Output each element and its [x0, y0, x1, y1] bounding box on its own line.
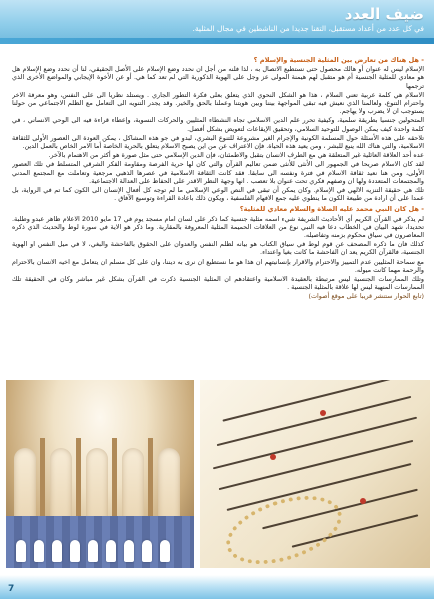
- article-paragraph: كذلك فان ما ذكره المصحف عن قوم لوط في سياق الكتاب هو بيانه لظلم النفس والعدوان على الحقوق بالفاحشة والبغي، لا في ميل النفس او الهوية الجنسية، فالقرآن الكريم يعد ان الفاحشة ما كانت بغيا واعتداء.: [12, 240, 424, 257]
- verse-marker-icon: [320, 410, 326, 416]
- worshipper-figure: [34, 540, 44, 562]
- article-paragraph: المتحولين جنسيا بطريقة سلمية، وكيفية تحرر علم الدين الاسلامي تجاه النشطاء المثليين والحركات النسوية، وإعطاء قراءة فيه الى الوحي الانساني ، في كلمة واحدة كيف يمكن الوصول للتوحيد السلامي، وتحقيق الإيقاعات لتعويض بشكل أفضل.: [12, 116, 424, 133]
- question-heading: - هل كان النبي محمد عليه الصلاة والسلام معادي للمثلية؟: [239, 205, 424, 214]
- calligraphy-line: [213, 417, 417, 470]
- calligraphy-line: [222, 380, 397, 422]
- page-footer: [0, 575, 434, 599]
- quran-page-photo: [200, 380, 430, 568]
- article-body: [12, 56, 424, 372]
- article-paragraph: وتلك الممارسات الجنسية ليس مرتبطة بالعقيدة الاسلامية واعتقادهم ان المثلية الجنسية ذكرت في القرآن بشكل غير مباشر وكان في الحقيقة تلك الممارسات المنهية ليس لها علاقة بالمثلية الجنسية .: [12, 275, 424, 292]
- mosque-interior-photo: [6, 380, 194, 568]
- worshipper-figure: [52, 540, 62, 562]
- worshippers-group: [6, 528, 194, 562]
- article-paragraph: تلك هي حقيقة التنزيه الالهي في الإسلام. وكان يمكن أن تبقى في النص الوعي الإسلامي ما لم توجه كل أفعال الإنسان الى الكون كما تم في الرواية، بل عمدا على أن ارادة من طبيعة الكون ما ينطوي عليه جمع الافهام الفلسفية ، ويكون ذلك باعادة القراءة وتوسيع الآفاق .: [12, 186, 424, 203]
- worshipper-figure: [160, 540, 170, 562]
- worshipper-figure: [124, 540, 134, 562]
- article-paragraph: لقد كان الاسلام صريحا في الجمهور الى الأنثى للأنثى ضمن تعاليم القرآن والتي كان لها حرية الفرصة ومقاومة الفكر الشرقي المتسلط في تلك العصور الأولى، ومن هنا نعيد ثقافة الاسلام في فترة ونفسه الى سابقا. فقد كانت الثقافة الاسلامية في عصرها الذهبي مرجعية وتعاملت مع المجتمع المدني والمجتمعات المتعددة ولها ان وصفهم فكري تحت عنوان بلا تعصب . انها وجهة النظر الاقدر على الحفاظ على العدالة الاجتماعية.: [12, 160, 424, 185]
- article-paragraph: مع سماحة المثليين عدم التمييز والاحترام والاقرار بإنسانيتهم ان هذا هو ما نستطيع ان نرى به ديننا، وان على كل مسلم ان يتعامل مع اخيه الانسان بالاحترام والرحمة مهما كانت ميوله.: [12, 257, 424, 274]
- worshipper-figure: [16, 540, 26, 562]
- article-paragraph: الإسلام ليس له عنوان أو هالك محصول حتى نستطيع الاتصال به ، لذا فلنه من أجل ان نحدد وضع الإسلام على الأصل الحقيقي، لنا أن نحدد وضع الإسلام هل هو معادي للمثلية الجنسية أم هو متقبل لهم هيمنة المولى عز وجل على الهوية الذكورية التي لم تعد كما هي. أو عن الأخوة الإيجابي والمواضع الأخرى الذي ترجمها: [12, 65, 424, 90]
- page-number: 7: [8, 584, 15, 594]
- calligraphy-line: [217, 396, 412, 446]
- verse-marker-icon: [270, 454, 276, 460]
- article-paragraph: عده أحد العلاقة العائلية غير المتعلقة هي مع الطرف الانسان بتقبل والاطمئنان، فإن الدين الإسلامي حتى مثل صورة هو أكثر من الاهتمام بالآخر.: [48, 151, 424, 160]
- worshipper-figure: [106, 540, 116, 562]
- continuation-note: (تابع الحوار ستنشر قريبا على موقع أصوات): [308, 292, 424, 301]
- calligraphy-line: [219, 440, 414, 490]
- photo-strip: [6, 380, 430, 568]
- worshipper-figure: [142, 540, 152, 562]
- verse-marker-icon: [360, 498, 366, 504]
- guest-section-title: ضيف العدد: [344, 5, 424, 23]
- article-paragraph: تلاحقه على هذه الأسئلة حول المسلمة الكونية والإجرام الغير مشروعة للتنوع البشري، لبدو في جو هذه المشاكل ، يمكن العودة الى العصور الأولى للثقافة الاسلامية، والتي هناك الله ينبع للبشر ، ومن يعيد هذه الحياة. فإن الاعتراف عن من اين يصبح الاسلام يتعلق بالحرية الخاصة أما الامر الخاص بالعمل الدين.: [12, 133, 424, 151]
- article-paragraph: الاسلام هي كلمة عربية تعني السلام ، هذا هو الشكل النحوي الذي يتعلق بعلى فكرة التطور الجاري . ويستلد نظريا الى على النفس، وهو معرفة الاخر واحترام التنوع، ولعالمنا الذي نعيش فيه تبقى المواجهة بيننا وبين هويتنا وعملنا بالحق والخير. وقد يجدر التنويه الى التعامل مع الظلم الاجتماعي من حولنا يستوجب ان لا يضرب ولا يهاجم.: [12, 90, 424, 116]
- article-paragraph: لم يذكر في القرآن الكريم أي الأحاديث الشريفة شيء اسمه مثلية جنسية كما ذكر على لسان امام مسجد يوم في 17 مايو 2010 الاعلام ظاهر عبدو وطلبة. تحديدا، شهد البيان في الخطاب دعا فيه النبي نوع من العلاقات الحميمة المثلية المعروفة بالمقاربة. وما ذكر هو الاية في سورة لوط والحديث الذي ذكره المعاصرون في سياق محكوم بزمنه وتفاصيله.: [12, 214, 424, 240]
- question-heading: - هل هناك من تعارض بين المثلية الجنسية والإسلام ؟: [253, 56, 424, 64]
- worshipper-figure: [88, 540, 98, 562]
- guest-section-subtitle: في كل عدد من أعداد مستقبل، التقنا جديدا من الناشطين في مجال المثلية.: [192, 24, 424, 33]
- page-header: [0, 0, 434, 44]
- worshipper-figure: [70, 540, 80, 562]
